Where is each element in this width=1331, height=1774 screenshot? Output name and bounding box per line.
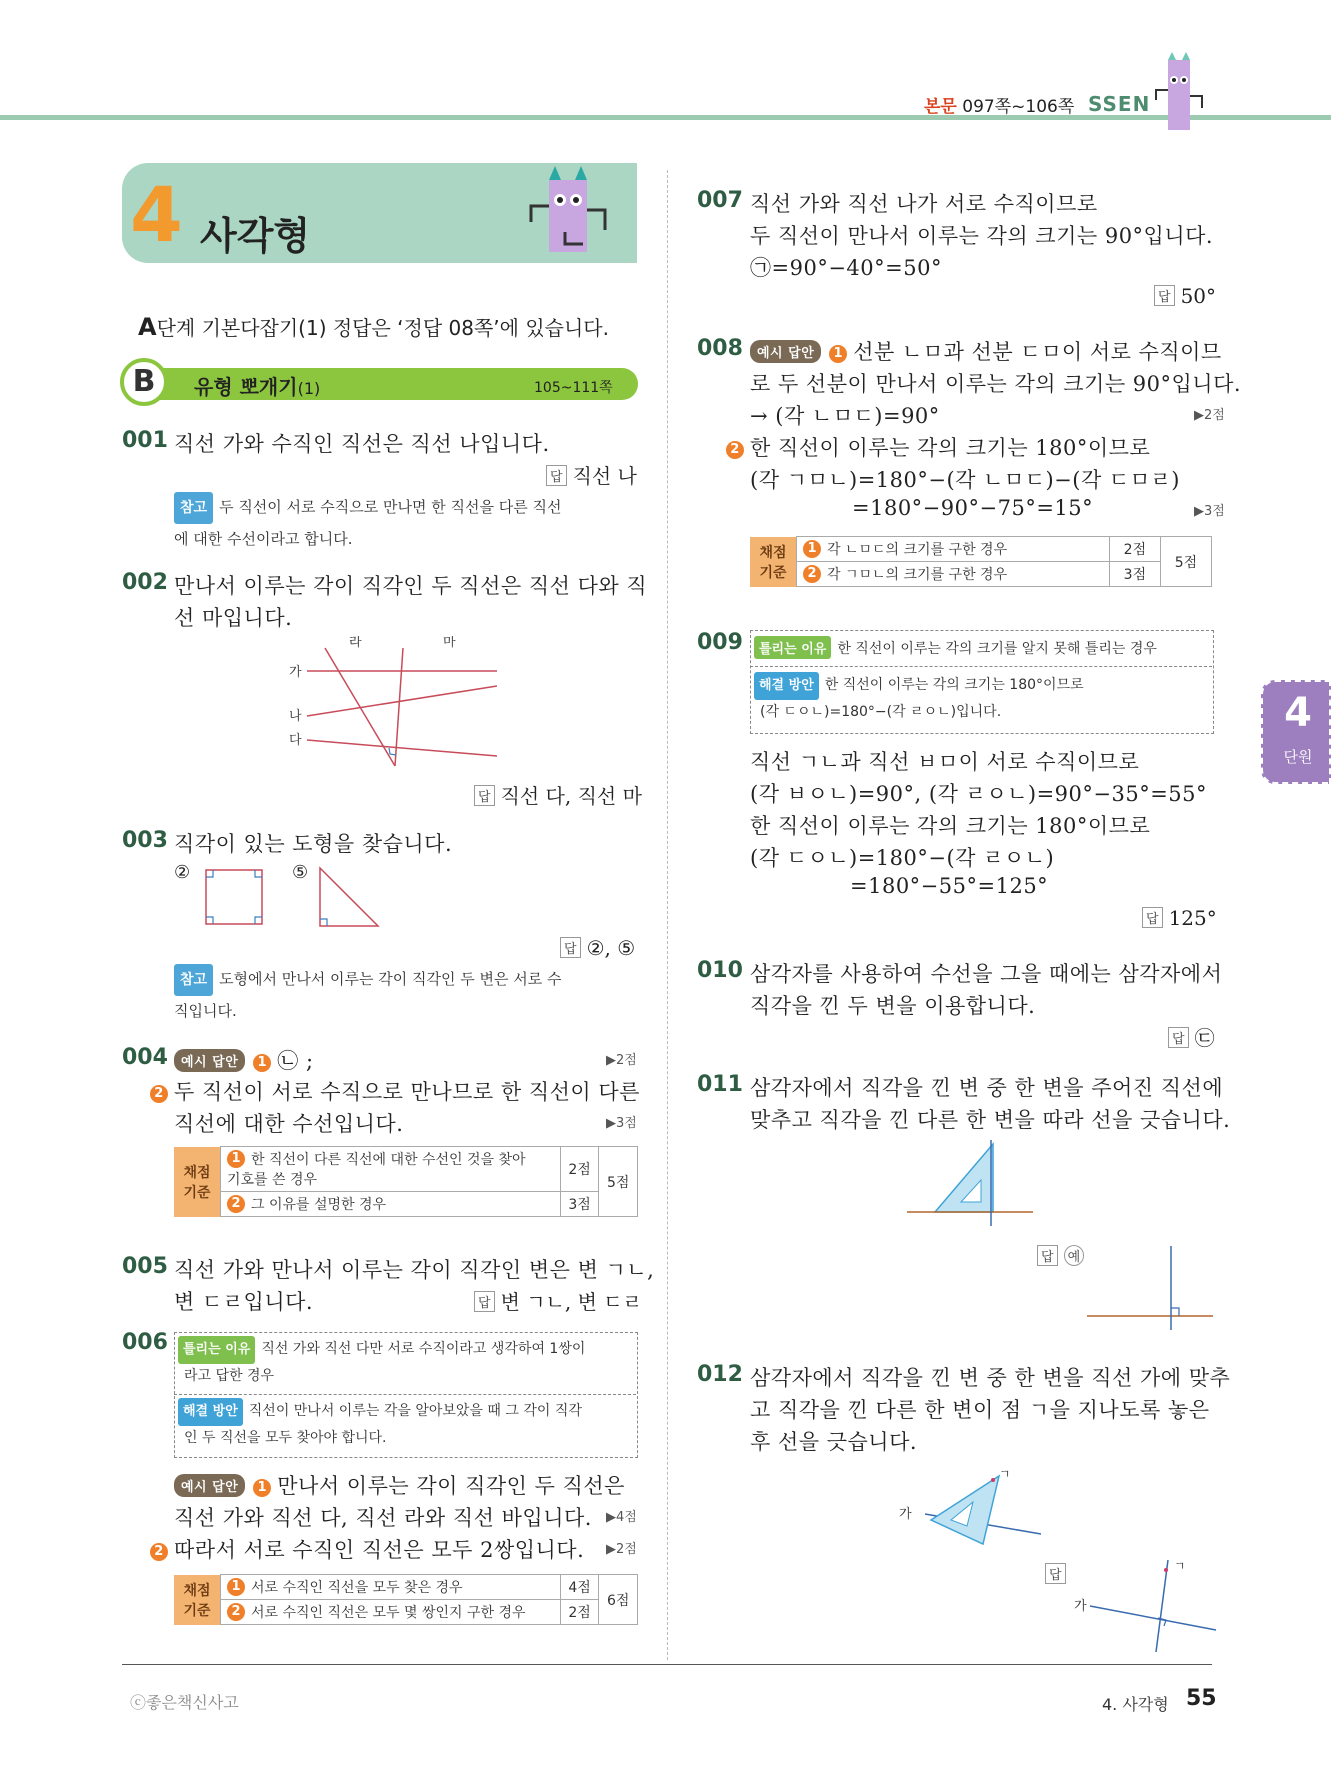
- q009-line3: 한 직선이 이루는 각의 크기는 180°이므로: [750, 814, 1151, 838]
- q003-triangle-figure: [314, 862, 384, 932]
- chapter-number: 4: [130, 170, 183, 259]
- q008-step1-b: 로 두 선분이 만나서 이루는 각의 크기는 90°입니다.: [750, 372, 1242, 396]
- side-tab-label: 단원: [1283, 748, 1313, 766]
- q004-total: 5점: [599, 1147, 638, 1217]
- q006-step2-points: ▶2점: [606, 1542, 637, 1557]
- q006-wrong-tag: 틀리는 이유: [178, 1336, 255, 1364]
- q011-answer: [1037, 1244, 1090, 1268]
- q006-wrong-line1: 직선 가와 직선 다만 서로 수직이라고 생각하여 1쌍이: [261, 1341, 586, 1357]
- q002-line-ra: [325, 648, 395, 766]
- q001-note-line1: 두 직선이 서로 수직으로 만나면 한 직선을 다른 직선: [219, 498, 562, 516]
- brand-logo: SSEN: [1088, 92, 1151, 116]
- side-tab-number: 4: [1284, 690, 1312, 736]
- q009-answer-label: 답: [1142, 907, 1163, 928]
- q006-fix: [178, 1398, 634, 1450]
- q008-step2-text: 한 직선이 이루는 각의 크기는 180°이므로: [750, 436, 1151, 460]
- q012-figure-line-label: 가: [899, 1507, 912, 1522]
- q004-step1-text: ㉡ ;: [277, 1049, 314, 1073]
- q006-step1-points: ▶4점: [606, 1510, 637, 1525]
- q005-line2: 변 ㄷㄹ입니다.: [174, 1290, 314, 1314]
- q008-crit1-points: 2점: [1109, 537, 1160, 562]
- q006-tag: 예시 답안: [174, 1474, 245, 1497]
- q009-hint-divider: [750, 666, 1212, 667]
- stage-a-letter: A: [138, 313, 157, 341]
- q006-fix-line1: 직선이 만나서 이루는 각을 알아보았을 때 그 각이 직각: [248, 1403, 582, 1419]
- q007-line1: 직선 가와 직선 나가 서로 수직이므로: [750, 192, 1098, 216]
- q010-number: 010: [697, 958, 743, 983]
- q004-step2-b: 직선에 대한 수선입니다.: [174, 1112, 404, 1136]
- q003-square-figure: [200, 864, 270, 930]
- q007-answer-text: 50°: [1180, 284, 1217, 308]
- q004-step1-points: ▶2점: [606, 1053, 637, 1068]
- q012-answer: [1045, 1562, 1072, 1586]
- q008-crit2-mark: 2: [803, 565, 821, 583]
- stage-b-title: [194, 371, 320, 400]
- q004-crit1-text-a: 한 직선이 다른 직선에 대한 수선인 것을 찾아: [251, 1152, 526, 1168]
- q004-score-label: 채점 기준: [174, 1147, 221, 1217]
- chapter-title: 사각형: [200, 214, 311, 258]
- q002-label-ma: 마: [443, 636, 456, 650]
- q006-step1-b: 직선 가와 직선 다, 직선 라와 직선 바입니다.: [174, 1506, 592, 1530]
- q005-answer: [474, 1286, 642, 1315]
- q010-line2: 직각을 낀 두 변을 이용합니다.: [750, 994, 1036, 1018]
- q006-step2-text: 따라서 서로 수직인 직선은 모두 2쌍입니다.: [174, 1538, 585, 1562]
- q011-number: 011: [697, 1072, 743, 1097]
- q004-crit1: [221, 1147, 561, 1192]
- stage-b-letter: B: [120, 358, 168, 406]
- q006-fix-tag: 해결 방안: [178, 1398, 243, 1426]
- q008-crit1: [797, 537, 1110, 562]
- stage-b-title-text: 유형 뽀개기: [194, 375, 298, 399]
- q002-line1: 만나서 이루는 각이 직각인 두 직선은 직선 다와 직: [174, 574, 648, 598]
- q005-line1: 직선 가와 만나서 이루는 각이 직각인 변은 변 ㄱㄴ,: [174, 1258, 655, 1282]
- q006-step2: [150, 1534, 584, 1564]
- stage-a-text: 단계 기본다잡기(1) 정답은 ‘정답 08쪽’에 있습니다.: [156, 316, 609, 340]
- q003-answer-text: ②, ⑤: [586, 936, 636, 960]
- q008-step1-text: 선분 ㄴㅁ과 선분 ㄷㅁ이 서로 수직이므: [853, 340, 1222, 364]
- q006-total: 6점: [599, 1575, 638, 1625]
- header-pages: 097쪽~106쪽: [962, 97, 1075, 117]
- q009-line2: (각 ㅂㅇㄴ)=90°, (각 ㄹㅇㄴ)=90°−35°=55°: [750, 782, 1208, 806]
- q011-line2: 맞추고 직각을 낀 다른 한 변을 따라 선을 긋습니다.: [750, 1108, 1231, 1132]
- q003-text: 직각이 있는 도형을 찾습니다.: [174, 832, 453, 856]
- q012-answer-figure: [1070, 1556, 1220, 1656]
- q003-note-line1: 도형에서 만나서 이루는 각이 직각인 두 변은 서로 수: [219, 970, 562, 988]
- q008-step2-points: ▶3점: [1194, 504, 1225, 519]
- q012-number: 012: [697, 1362, 743, 1387]
- q004-step2-a: [150, 1076, 640, 1106]
- q001-text: 직선 가와 수직인 직선은 직선 나입니다.: [174, 432, 550, 456]
- q009-answer-text: 125°: [1168, 906, 1217, 930]
- q004-tag: 예시 답안: [174, 1049, 245, 1072]
- q006-crit2-text: 서로 수직인 직선은 모두 몇 쌍인지 구한 경우: [251, 1605, 526, 1621]
- q012-figure-point-label: ㄱ: [999, 1467, 1011, 1481]
- q001-answer-text: 직선 나: [572, 464, 637, 488]
- q007-answer-label: 답: [1154, 285, 1175, 306]
- q004-step2-mark: 2: [150, 1085, 168, 1103]
- q008-step2-mark: 2: [726, 441, 744, 459]
- q002-label-na: 나: [289, 709, 302, 724]
- q001-note-tag: 참고: [174, 492, 213, 524]
- q003-answer: [560, 936, 635, 960]
- q009-wrong-text: 한 직선이 이루는 각의 크기를 알지 못해 틀리는 경우: [837, 641, 1157, 657]
- footer-page-number: 55: [1186, 1686, 1217, 1711]
- q012-line1: 삼각자에서 직각을 낀 변 중 한 변을 직선 가에 맞추: [750, 1366, 1231, 1390]
- q006-hint-divider: [174, 1394, 636, 1395]
- q005-answer-text: 변 ㄱㄴ, 변 ㄷㄹ: [500, 1290, 642, 1314]
- q003-note-tag: 참고: [174, 964, 213, 996]
- footer-chapter: 4. 사각형: [1102, 1695, 1169, 1714]
- q008-step2-c: =180°−90°−75°=15°: [852, 496, 1094, 520]
- q009-fix-line1: 한 직선이 이루는 각의 크기는 180°이므로: [824, 677, 1084, 693]
- q009-wrong: [754, 636, 1157, 659]
- q012-answer-line-label: 가: [1074, 1599, 1087, 1614]
- q002-answer-text: 직선 다, 직선 마: [500, 784, 642, 808]
- q009-wrong-tag: 틀리는 이유: [754, 636, 831, 659]
- q002-answer: [474, 780, 642, 809]
- q004-crit2-mark: 2: [227, 1195, 245, 1213]
- q010-answer: [1168, 1022, 1215, 1051]
- stage-b-range: 105~111쪽: [534, 380, 613, 396]
- q001-note-line2: 에 대한 수선이라고 합니다.: [174, 530, 353, 548]
- q003-answer-label: 답: [560, 937, 581, 958]
- q008-crit1-mark: 1: [803, 540, 821, 558]
- q012-answer-point-label: ㄱ: [1174, 1559, 1186, 1573]
- q004-crit1-mark: 1: [227, 1150, 245, 1168]
- q009-fix: [754, 672, 1084, 724]
- q008-crit2-text: 각 ㄱㅁㄴ의 크기를 구한 경우: [827, 567, 1008, 583]
- q008-step2-b: (각 ㄱㅁㄴ)=180°−(각 ㄴㅁㄷ)−(각 ㄷㅁㄹ): [750, 468, 1180, 492]
- q003-note: [174, 964, 640, 1026]
- q008-crit2-points: 3점: [1109, 562, 1160, 587]
- q002-label-ra: 라: [349, 636, 362, 650]
- q006-step1-a: [174, 1470, 625, 1500]
- q009-line4: (각 ㄷㅇㄴ)=180°−(각 ㄹㅇㄴ): [750, 846, 1055, 870]
- q001-answer-label: 답: [546, 465, 567, 486]
- q004-number: 004: [122, 1045, 168, 1070]
- q012-line3: 후 선을 긋습니다.: [750, 1430, 918, 1454]
- q004-step2-text: 두 직선이 서로 수직으로 만나므로 한 직선이 다른: [174, 1080, 640, 1104]
- q004-step1: [174, 1045, 314, 1075]
- mascot-icon: [1150, 50, 1210, 130]
- q004-crit1-text-b: 기호를 쓴 경우: [227, 1172, 318, 1188]
- header-label: 본문: [924, 97, 957, 117]
- q002-answer-label: 답: [474, 785, 495, 806]
- q009-answer: [1142, 906, 1217, 930]
- q004-crit2-text: 그 이유를 설명한 경우: [251, 1197, 387, 1213]
- q012-line2: 고 직각을 낀 다른 한 변이 점 ㄱ을 지나도록 놓은: [750, 1398, 1210, 1422]
- q006-crit1-mark: 1: [227, 1578, 245, 1596]
- q004-crit1-points: 2점: [560, 1147, 599, 1192]
- q003-fig2-label: ⑤: [292, 862, 309, 883]
- q006-crit1-text: 서로 수직인 직선을 모두 찾은 경우: [251, 1580, 463, 1596]
- q005-answer-label: 답: [474, 1291, 495, 1312]
- q008-step2-a: [726, 432, 1150, 462]
- q002-label-da: 다: [289, 733, 302, 748]
- header-range: [924, 92, 1074, 117]
- q004-step1-mark: 1: [253, 1054, 271, 1072]
- q007-line3: ㉠=90°−40°=50°: [750, 256, 942, 280]
- q009-number: 009: [697, 630, 743, 655]
- q009-line5: =180°−55°=125°: [850, 874, 1049, 898]
- q004-crit2-points: 3점: [560, 1192, 599, 1217]
- q009-fix-tag: 해결 방안: [754, 672, 819, 700]
- q008-score-table: [750, 536, 1212, 587]
- q004-step2-points: ▶3점: [606, 1116, 637, 1131]
- q007-number: 007: [697, 188, 743, 213]
- q008-tag: 예시 답안: [750, 340, 821, 363]
- q004-score-table: [174, 1146, 638, 1217]
- q006-score-table: [174, 1574, 638, 1625]
- q006-step1-mark: 1: [253, 1479, 271, 1497]
- q008-score-label: 채점 기준: [750, 537, 797, 587]
- q006-crit2-points: 2점: [560, 1600, 599, 1625]
- q004-crit2: [221, 1192, 561, 1217]
- q010-line1: 삼각자를 사용하여 수선을 그을 때에는 삼각자에서: [750, 962, 1223, 986]
- q012-setsquare-figure: [895, 1462, 1045, 1558]
- q010-answer-label: 답: [1168, 1027, 1189, 1048]
- stage-a-line: [138, 312, 609, 341]
- q006-crit2-mark: 2: [227, 1603, 245, 1621]
- q001-note: [174, 492, 640, 554]
- q002-figure: [285, 636, 505, 776]
- q008-number: 008: [697, 336, 743, 361]
- q002-right-angle-mark: [389, 748, 396, 755]
- q003-number: 003: [122, 828, 168, 853]
- q002-line2: 선 마입니다.: [174, 606, 293, 630]
- q007-answer: [1154, 284, 1216, 308]
- q008-step1-mark: 1: [829, 345, 847, 363]
- q007-line2: 두 직선이 만나서 이루는 각의 크기는 90°입니다.: [750, 224, 1214, 248]
- q011-line1: 삼각자에서 직각을 낀 변 중 한 변을 주어진 직선에: [750, 1076, 1224, 1100]
- q006-crit2: [221, 1600, 561, 1625]
- q008-step1-c: → (각 ㄴㅁㄷ)=90°: [750, 404, 940, 428]
- q006-step2-mark: 2: [150, 1543, 168, 1561]
- stage-b-sub: (1): [297, 379, 321, 398]
- q006-crit1: [221, 1575, 561, 1600]
- q002-label-ga: 가: [289, 665, 302, 680]
- q006-wrong-line2: 라고 답한 경우: [184, 1368, 275, 1384]
- q008-step1-points: ▶2점: [1194, 408, 1225, 423]
- q008-crit1-text: 각 ㄴㅁㄷ의 크기를 구한 경우: [827, 542, 1008, 558]
- q006-fix-line2: 인 두 직선을 모두 찾아야 합니다.: [184, 1430, 387, 1446]
- q011-answer-figure: [1085, 1244, 1215, 1330]
- q002-line-na: [307, 686, 497, 716]
- q002-line-da: [307, 740, 497, 756]
- q009-fix-line2: (각 ㄷㅇㄴ)=180°−(각 ㄹㅇㄴ)입니다.: [760, 704, 1002, 720]
- q006-number: 006: [122, 1330, 168, 1355]
- q011-setsquare-figure: [905, 1140, 1035, 1226]
- q001-number: 001: [122, 428, 168, 453]
- q008-step1-a: [750, 336, 1222, 366]
- footer-rule: [122, 1664, 1212, 1665]
- q006-step1-text: 만나서 이루는 각이 직각인 두 직선은: [277, 1474, 625, 1498]
- q012-answer-label: 답: [1045, 1563, 1066, 1584]
- q009-line1: 직선 ㄱㄴ과 직선 ㅂㅁ이 서로 수직이므로: [750, 750, 1140, 774]
- q011-answer-label: 답: [1037, 1245, 1058, 1266]
- q008-crit2: [797, 562, 1110, 587]
- footer-copyright: ⓒ좋은책신사고: [130, 1693, 239, 1712]
- q006-score-label: 채점 기준: [174, 1575, 221, 1625]
- q008-total: 5점: [1160, 537, 1211, 587]
- q002-number: 002: [122, 570, 168, 595]
- q003-note-line2: 직입니다.: [174, 1002, 237, 1020]
- q006-crit1-points: 4점: [560, 1575, 599, 1600]
- q011-answer-example: 예: [1064, 1245, 1085, 1266]
- column-divider: [667, 170, 668, 1660]
- chapter-mascot-icon: [525, 162, 635, 262]
- q001-answer: [546, 460, 637, 489]
- q003-fig1-label: ②: [174, 862, 191, 883]
- q005-number: 005: [122, 1254, 168, 1279]
- q010-answer-text: ㉢: [1194, 1026, 1215, 1050]
- q006-wrong: [178, 1336, 634, 1388]
